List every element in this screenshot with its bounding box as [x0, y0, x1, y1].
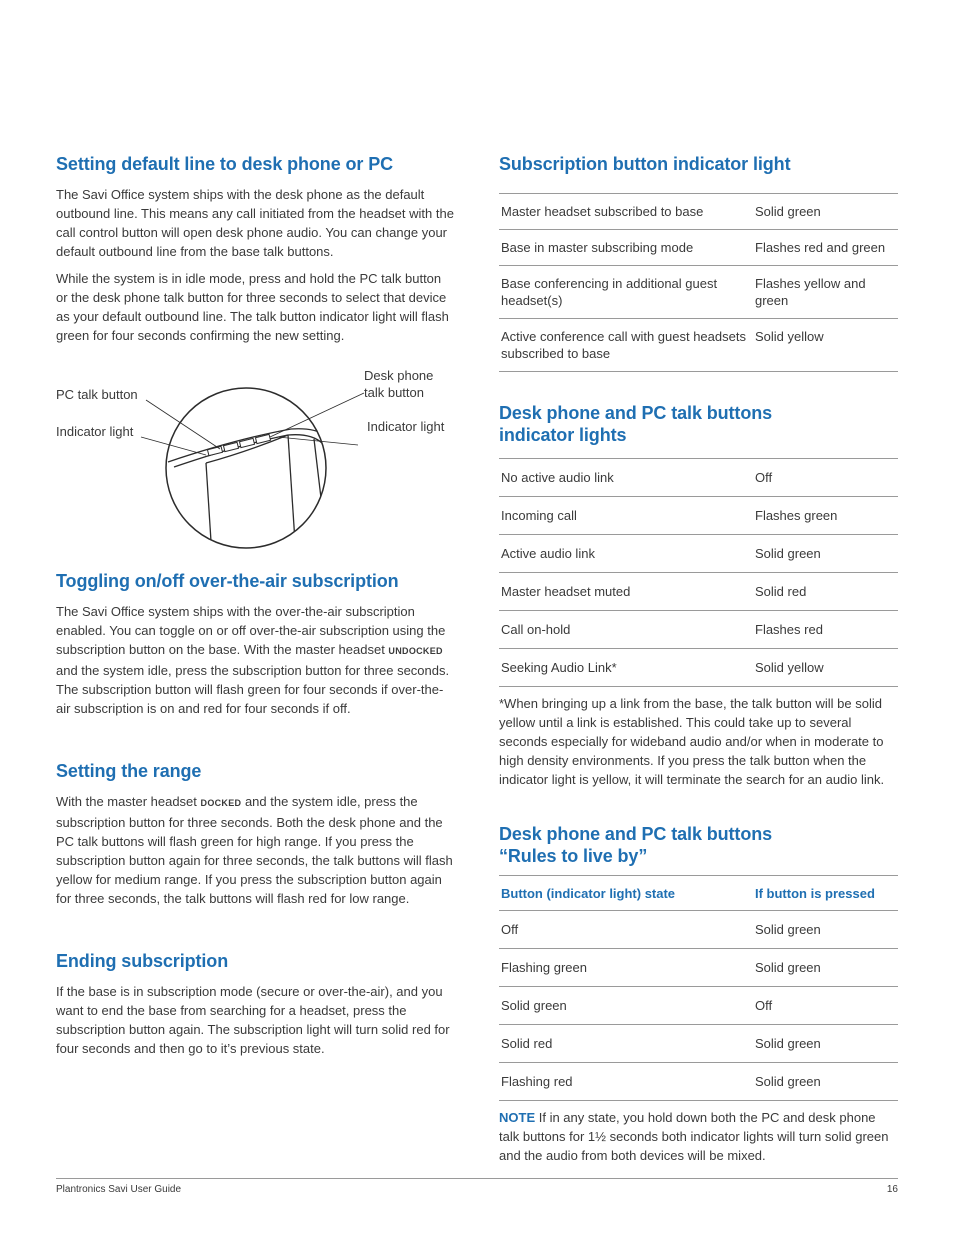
paragraph [56, 792, 456, 908]
section-ota-subscription [56, 570, 456, 726]
table-row [499, 497, 898, 535]
row-label: Active audio link [501, 546, 595, 561]
footer-rule [56, 1178, 898, 1179]
page-number: 16 [886, 1184, 898, 1195]
table-row [499, 319, 898, 372]
row-label: Solid green [501, 998, 567, 1013]
paragraph [56, 602, 456, 718]
paragraph: The Savi Office system ships with the desk phone as the default outbound line. This means any call initiated from the headset with the call control button will open desk phone audio. You can change your default outbound line from the base talk buttons. [56, 187, 454, 259]
row-label: Base conferencing in additional guest headset(s) [501, 276, 718, 308]
paragraph: While the system is in idle mode, press and hold the PC talk button or the desk phone talk button for three seconds to select that device as your default outbound line. The talk button indicator light will flash green for four seconds confirming the new setting. [56, 271, 449, 343]
column-header: If button is pressed [753, 876, 898, 911]
pc-talk-button-label: PC talk button [56, 387, 138, 402]
row-label: Master headset muted [501, 584, 631, 599]
row-value: Solid green [755, 922, 821, 937]
row-value: Solid green [755, 204, 821, 219]
section-title [499, 402, 898, 446]
table-header-row [499, 876, 898, 911]
row-value: Off [755, 470, 773, 485]
row-label: Call on-hold [501, 622, 571, 637]
note-text: If in any state, you hold down both the PC and desk phone talk buttons for 1½ seconds both indicator lights will turn solid green and the audio from both devices will be mixed. [499, 1110, 889, 1163]
desk-phone-label-line1: Desk phone [364, 368, 434, 383]
indicator-light-label-left: Indicator light [56, 424, 134, 439]
text-run: The Savi Office system ships with the over-the-air subscription enabled. You can toggle on or off over-the-air subscription using the subscription button on the base. With the master headset [56, 604, 446, 657]
table-row [499, 649, 898, 687]
small-caps-term: UNDOCKED [388, 646, 443, 656]
row-value: Off [755, 998, 773, 1013]
indicator-light-label-right: Indicator light [367, 419, 445, 434]
row-label: Base in master subscribing mode [501, 240, 694, 255]
table-row [499, 911, 898, 949]
row-value: Solid green [755, 1074, 821, 1089]
table-row [499, 459, 898, 497]
note-label: NOTE [499, 1110, 536, 1125]
table-row [499, 1063, 898, 1101]
row-label: Flashing red [501, 1074, 573, 1089]
table-row [499, 1025, 898, 1063]
row-value: Solid yellow [755, 660, 824, 675]
base-button-figure [56, 367, 456, 562]
table-row [499, 987, 898, 1025]
table-row [499, 949, 898, 987]
row-label: Flashing green [501, 960, 587, 975]
title-line: Desk phone and PC talk buttons [499, 403, 773, 423]
section-range [56, 760, 456, 916]
table-row [499, 230, 898, 266]
table-row [499, 611, 898, 649]
row-value: Flashes yellow and green [755, 276, 866, 308]
section-title: Setting the range [56, 761, 202, 781]
title-line: indicator lights [499, 425, 627, 445]
row-label: Active conference call with guest headsets subscribed to base [501, 329, 746, 361]
column-header: Button (indicator light) state [499, 876, 753, 911]
section-default-line [56, 153, 456, 353]
rules-section [499, 823, 898, 1173]
section-title: Toggling on/off over-the-air subscription [56, 571, 399, 591]
row-value: Solid green [755, 546, 821, 561]
desk-phone-label-line2: talk button [364, 385, 424, 400]
rules-table [499, 875, 898, 1101]
small-caps-term: DOCKED [200, 798, 242, 808]
section-ending-subscription [56, 950, 456, 1066]
row-value: Flashes red [755, 622, 823, 637]
footnote: *When bringing up a link from the base, the talk button will be solid yellow until a link is established. This could take up to several seconds especially for wideband audio and/or when in moderate to high density environments. If you press the talk button when the indicator light is yellow, it will terminate the search for an audio link. [499, 696, 885, 787]
row-label: Off [501, 922, 519, 937]
row-value: Flashes red and green [755, 240, 886, 255]
title-line: “Rules to live by” [499, 846, 648, 866]
row-label: Solid red [501, 1036, 553, 1051]
table-row [499, 194, 898, 230]
footer-title: Plantronics Savi User Guide [56, 1184, 182, 1195]
row-label: Incoming call [501, 508, 577, 523]
row-label: Master headset subscribed to base [501, 204, 704, 219]
indicator-lights-table [499, 458, 898, 687]
section-title: Setting default line to desk phone or PC [56, 154, 394, 174]
subscription-light-table [499, 193, 898, 372]
text-run: and the system idle, press the subscription button for three seconds. Both the desk phone and the PC talk buttons will flash green for high range. If you press the subscription button again for three seconds, the talk buttons will flash yellow for medium range. If you press the subscription button again for three seconds, the talk buttons will flash red for low range. [56, 794, 453, 906]
subscription-light-section [499, 153, 898, 372]
title-line: Desk phone and PC talk buttons [499, 824, 773, 844]
table-row [499, 535, 898, 573]
indicator-lights-section [499, 402, 898, 797]
section-title: Ending subscription [56, 951, 229, 971]
section-title [499, 823, 898, 867]
table-row [499, 266, 898, 319]
row-label: No active audio link [501, 470, 614, 485]
table-row [499, 573, 898, 611]
section-title: Subscription button indicator light [499, 154, 791, 174]
row-label: Seeking Audio Link* [501, 660, 617, 675]
text-run: and the system idle, press the subscription button for three seconds. The subscription button will flash green for four seconds if over-the-air subscription is on and red for four seconds if off. [56, 663, 450, 716]
row-value: Solid green [755, 1036, 821, 1051]
row-value: Solid yellow [755, 329, 824, 344]
note [499, 1108, 898, 1165]
text-run: With the master headset [56, 794, 201, 809]
paragraph: If the base is in subscription mode (secure or over-the-air), and you want to end the base from searching for a headset, press the subscription button again. The subscription light will turn solid red for four seconds and then go to it’s previous state. [56, 984, 450, 1056]
row-value: Flashes green [755, 508, 838, 523]
row-value: Solid green [755, 960, 821, 975]
row-value: Solid red [755, 584, 807, 599]
